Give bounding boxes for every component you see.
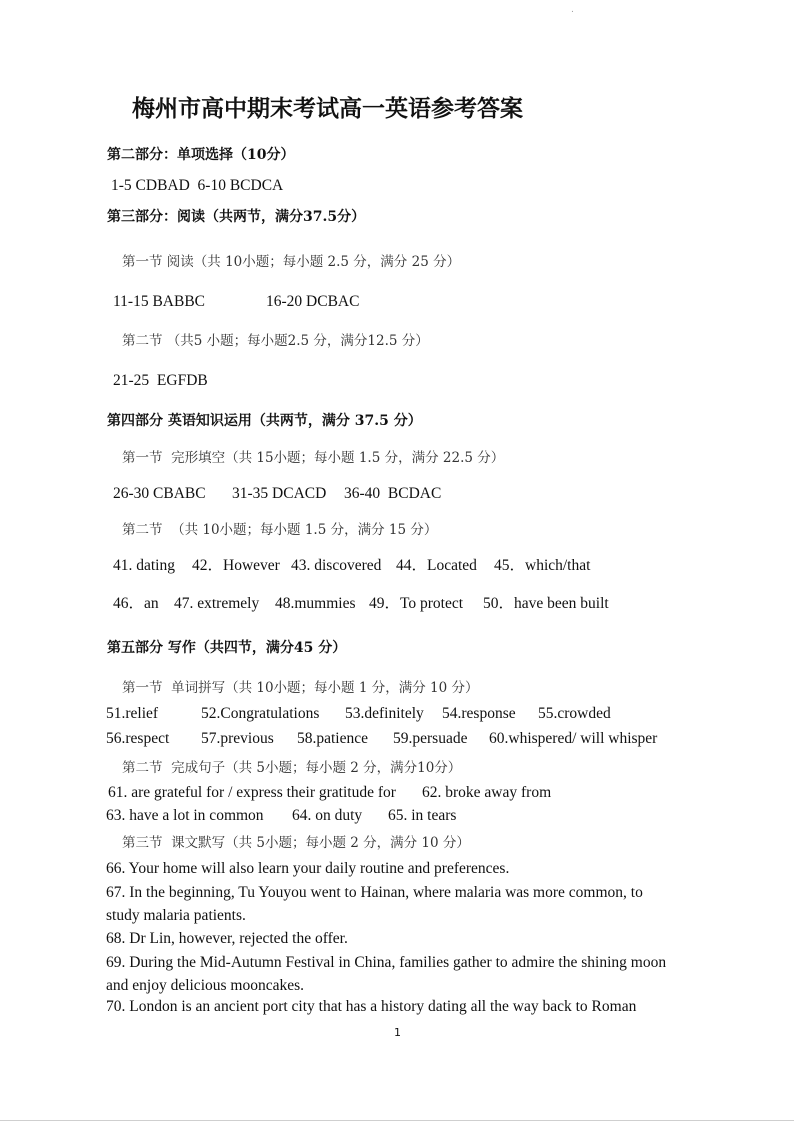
answer-55: 55.crowded bbox=[538, 705, 611, 722]
part2-answers: 1-5 CDBAD 6-10 BCDCA bbox=[111, 177, 284, 194]
part5-heading: 第五部分 写作（共四节，满分45 分） bbox=[107, 640, 347, 656]
part4-section1-answers-b: 31-35 DCACD bbox=[232, 485, 327, 502]
answer-65: 65. in tears bbox=[388, 807, 457, 824]
part5-section1-heading: 第一节 单词拼写（共 10小题；每小题 1 分，满分 10 分） bbox=[122, 680, 479, 696]
part3-section1-answers-b: 16-20 DCBAC bbox=[266, 293, 360, 310]
part4-section1-answers-c: 36-40 BCDAC bbox=[344, 485, 442, 502]
answer-56: 56.respect bbox=[106, 730, 170, 747]
page-number: 1 bbox=[394, 1026, 401, 1039]
part5-section3-heading: 第三节 课文默写（共 5小题；每小题 2 分，满分 10 分） bbox=[122, 835, 470, 851]
recitation-line: 70. London is an ancient port city that has a history dating all the way back to Roman bbox=[106, 998, 637, 1015]
answer-43: 43. discovered bbox=[291, 557, 382, 574]
part2-heading: 第二部分：单项选择（10分） bbox=[107, 147, 295, 163]
answer-57: 57.previous bbox=[201, 730, 274, 747]
answer-64: 64. on duty bbox=[292, 807, 363, 824]
recitation-line: 69. During the Mid-Autumn Festival in China, families gather to admire the shining moon bbox=[106, 954, 667, 971]
answer-51: 51.relief bbox=[106, 705, 159, 722]
answer-62: 62. broke away from bbox=[422, 784, 552, 801]
part5-section2-heading: 第二节 完成句子（共 5小题；每小题 2 分，满分10分） bbox=[122, 760, 462, 776]
corner-mark: . bbox=[571, 5, 574, 15]
answer-54: 54.response bbox=[442, 705, 516, 722]
answer-53: 53.definitely bbox=[345, 705, 424, 722]
answer-46: 46．an bbox=[113, 595, 159, 612]
answer-41: 41. dating bbox=[113, 557, 175, 574]
page-title: 梅州市高中期末考试高一英语参考答案 bbox=[132, 95, 523, 122]
answer-52: 52.Congratulations bbox=[201, 705, 320, 722]
part3-heading: 第三部分：阅读（共两节，满分37.5分） bbox=[107, 209, 366, 225]
answer-63: 63. have a lot in common bbox=[106, 807, 264, 824]
recitation-line: 66. Your home will also learn your daily routine and preferences. bbox=[106, 860, 510, 877]
answer-42: 42．However bbox=[192, 557, 280, 574]
page-bottom-divider bbox=[0, 1120, 794, 1121]
part4-section1-answers-a: 26-30 CBABC bbox=[113, 485, 206, 502]
part4-section1-heading: 第一节 完形填空（共 15小题；每小题 1.5 分，满分 22.5 分） bbox=[122, 450, 505, 466]
answer-59: 59.persuade bbox=[393, 730, 468, 747]
answer-60: 60.whispered/ will whisper bbox=[489, 730, 658, 747]
part4-section2-heading: 第二节 （共 10小题；每小题 1.5 分，满分 15 分） bbox=[122, 522, 438, 538]
part3-section2-heading: 第二节 （共5 小题；每小题2.5 分，满分12.5 分） bbox=[122, 333, 429, 349]
recitation-line: and enjoy delicious mooncakes. bbox=[106, 977, 305, 994]
answer-45: 45．which/that bbox=[494, 557, 591, 574]
answer-47: 47. extremely bbox=[174, 595, 260, 612]
part3-section1-heading: 第一节 阅读（共 10小题；每小题 2.5 分，满分 25 分） bbox=[122, 254, 461, 270]
answer-61: 61. are grateful for / express their gratitude for bbox=[108, 784, 396, 801]
recitation-line: study malaria patients. bbox=[106, 907, 246, 924]
part3-section2-answers: 21-25 EGFDB bbox=[113, 372, 208, 389]
answer-49: 49．To protect bbox=[369, 595, 464, 612]
answer-58: 58.patience bbox=[297, 730, 369, 747]
answer-50: 50．have been built bbox=[483, 595, 609, 612]
recitation-line: 68. Dr Lin, however, rejected the offer. bbox=[106, 930, 348, 947]
part4-heading: 第四部分 英语知识运用（共两节，满分 37.5 分） bbox=[107, 413, 422, 429]
answer-44: 44．Located bbox=[396, 557, 477, 574]
recitation-line: 67. In the beginning, Tu Youyou went to Hainan, where malaria was more common, to bbox=[106, 884, 643, 901]
answer-48: 48.mummies bbox=[275, 595, 356, 612]
part3-section1-answers-a: 11-15 BABBC bbox=[113, 293, 206, 310]
